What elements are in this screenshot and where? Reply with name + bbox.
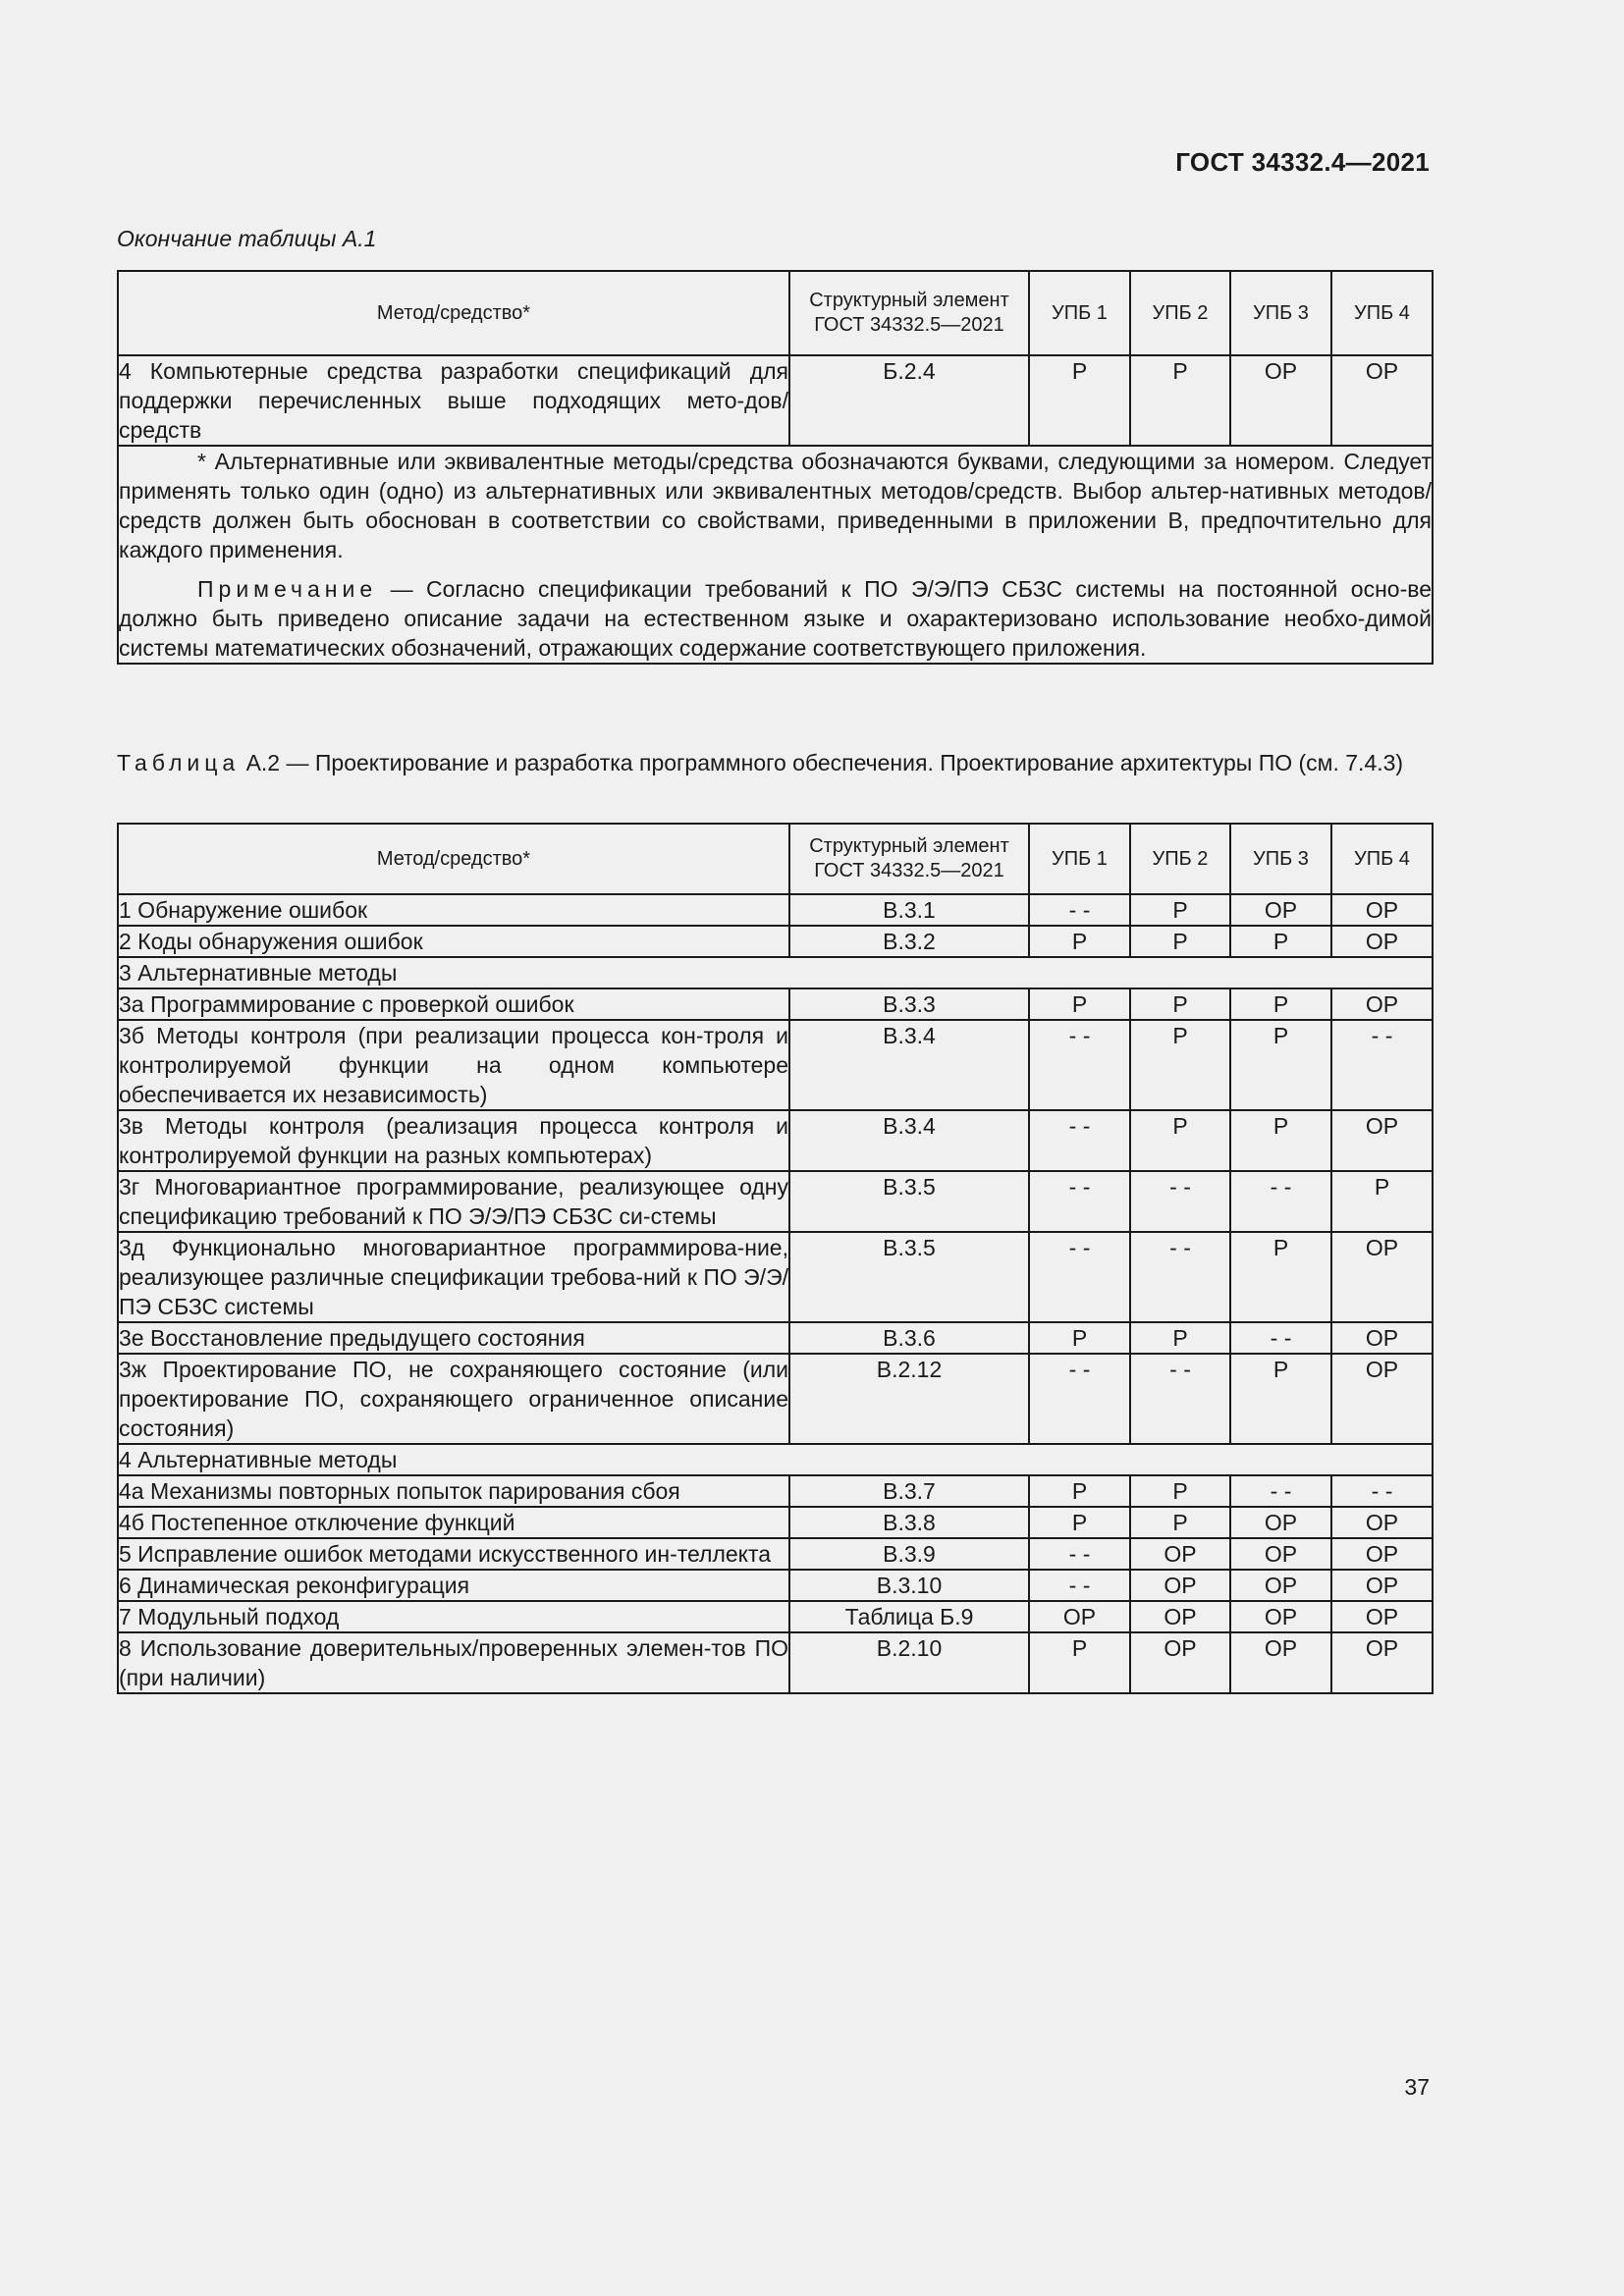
element-cell: В.3.1 [789, 894, 1029, 926]
element-cell: В.3.4 [789, 1110, 1029, 1171]
upb2-cell: Р [1130, 1020, 1230, 1110]
group-row [118, 957, 1433, 988]
upb4-cell: ОР [1331, 1538, 1433, 1570]
upb2-cell: ОР [1130, 1632, 1230, 1693]
upb4-cell: ОР [1331, 1354, 1433, 1444]
col-header-method: Метод/средство* [118, 824, 789, 894]
upb3-cell: Р [1230, 1354, 1331, 1444]
upb2-cell: ОР [1130, 1570, 1230, 1601]
upb3-cell: ОР [1230, 355, 1331, 446]
method-cell: 6 Динамическая реконфигурация [118, 1570, 789, 1601]
upb2-cell: ОР [1130, 1601, 1230, 1632]
upb1-cell: Р [1029, 926, 1130, 957]
upb2-cell: Р [1130, 1507, 1230, 1538]
upb2-cell: Р [1130, 894, 1230, 926]
upb4-cell: ОР [1331, 1110, 1433, 1171]
upb1-cell: - - [1029, 1020, 1130, 1110]
upb3-cell: Р [1230, 1232, 1331, 1322]
upb2-cell: Р [1130, 1110, 1230, 1171]
element-cell: В.3.6 [789, 1322, 1029, 1354]
upb4-cell: ОР [1331, 1570, 1433, 1601]
element-cell: В.2.10 [789, 1632, 1029, 1693]
document-code: ГОСТ 34332.4—2021 [1175, 147, 1430, 177]
table-row [118, 1232, 1433, 1322]
upb4-cell: ОР [1331, 1507, 1433, 1538]
upb3-cell: - - [1230, 1171, 1331, 1232]
element-cell: В.3.9 [789, 1538, 1029, 1570]
upb4-cell: ОР [1331, 1632, 1433, 1693]
element-cell: В.3.4 [789, 1020, 1029, 1110]
upb1-cell: - - [1029, 1354, 1130, 1444]
upb1-cell: Р [1029, 1322, 1130, 1354]
upb4-cell: Р [1331, 1171, 1433, 1232]
element-cell: В.3.5 [789, 1232, 1029, 1322]
page-number: 37 [1404, 2074, 1430, 2100]
method-cell: 4 Компьютерные средства разработки спецификаций для поддержки перечисленных выше подходящих мето-дов/средств [118, 355, 789, 446]
table2-caption-label: Таблица [117, 750, 241, 775]
upb1-cell: ОР [1029, 1601, 1130, 1632]
upb3-cell: ОР [1230, 1538, 1331, 1570]
upb1-cell: Р [1029, 1507, 1130, 1538]
method-cell: 3г Многовариантное программирование, реализующее одну спецификацию требований к ПО Э/Э/ПЭ СБЗС си-стемы [118, 1171, 789, 1232]
upb3-cell: Р [1230, 1110, 1331, 1171]
table2-caption: Таблица А.2 — Проектирование и разработка программного обеспечения. Проектирование архитектуры ПО (см. 7.4.3) [117, 750, 1404, 775]
table1-header-row [118, 271, 1433, 355]
table-row [118, 894, 1433, 926]
element-cell: В.2.12 [789, 1354, 1029, 1444]
upb1-cell: - - [1029, 894, 1130, 926]
col-header-upb1: УПБ 1 [1029, 824, 1130, 894]
method-cell: 7 Модульный подход [118, 1601, 789, 1632]
table-a2 [117, 823, 1434, 1694]
col-header-upb1: УПБ 1 [1029, 271, 1130, 355]
method-cell: 2 Коды обнаружения ошибок [118, 926, 789, 957]
upb4-cell: ОР [1331, 926, 1433, 957]
group-label: 3 Альтернативные методы [118, 957, 1433, 988]
upb3-cell: Р [1230, 1020, 1331, 1110]
upb4-cell: ОР [1331, 1322, 1433, 1354]
method-cell: 5 Исправление ошибок методами искусственного ин-теллекта [118, 1538, 789, 1570]
table-row [118, 1570, 1433, 1601]
footnote-text: * Альтернативные или эквивалентные методы/средства обозначаются буквами, следующими за номером. Следует применять только один (одно) из альтернативных или эквивалентных методов/средств. Выбор альтер-нативных методов/средств должен быть обоснован в соответствии со свойствами, приведенными в приложении В, предпочтительно для каждого применения. [119, 449, 1432, 562]
table-row [118, 1322, 1433, 1354]
upb1-cell: - - [1029, 1171, 1130, 1232]
method-cell: 4а Механизмы повторных попыток парирования сбоя [118, 1475, 789, 1507]
upb2-cell: - - [1130, 1232, 1230, 1322]
upb3-cell: ОР [1230, 894, 1331, 926]
upb4-cell: ОР [1331, 894, 1433, 926]
upb2-cell: Р [1130, 926, 1230, 957]
note-text: Примечание — Согласно спецификации требований к ПО Э/Э/ПЭ СБЗС системы на постоянной осно-ве должно быть приведено описание задачи на естественном языке и охарактеризовано использование необхо-димой системы математических обозначений, отражающих содержание соответствующего приложения. [119, 576, 1432, 661]
method-cell: 8 Использование доверительных/проверенных элемен-тов ПО (при наличии) [118, 1632, 789, 1693]
upb1-cell: - - [1029, 1538, 1130, 1570]
table-row [118, 1354, 1433, 1444]
upb4-cell: ОР [1331, 988, 1433, 1020]
table1-footnote [118, 446, 1433, 664]
table-row [118, 1171, 1433, 1232]
table-row [118, 1507, 1433, 1538]
upb3-cell: - - [1230, 1322, 1331, 1354]
table1-footnote-row [118, 446, 1433, 664]
method-cell: 3а Программирование с проверкой ошибок [118, 988, 789, 1020]
upb3-cell: ОР [1230, 1601, 1331, 1632]
upb2-cell: Р [1130, 1322, 1230, 1354]
col-header-upb4: УПБ 4 [1331, 271, 1433, 355]
element-cell: В.3.10 [789, 1570, 1029, 1601]
col-header-element: Структурный элемент ГОСТ 34332.5—2021 [789, 271, 1029, 355]
upb2-cell: Р [1130, 1475, 1230, 1507]
col-header-method: Метод/средство* [118, 271, 789, 355]
table-row [118, 988, 1433, 1020]
upb4-cell: - - [1331, 1475, 1433, 1507]
upb1-cell: Р [1029, 1632, 1130, 1693]
upb1-cell: Р [1029, 988, 1130, 1020]
element-cell: В.3.2 [789, 926, 1029, 957]
upb1-cell: - - [1029, 1110, 1130, 1171]
col-header-element: Структурный элемент ГОСТ 34332.5—2021 [789, 824, 1029, 894]
upb4-cell: ОР [1331, 1601, 1433, 1632]
table2-header-row [118, 824, 1433, 894]
table-row [118, 1020, 1433, 1110]
table-row [118, 1632, 1433, 1693]
col-header-upb2: УПБ 2 [1130, 824, 1230, 894]
group-label: 4 Альтернативные методы [118, 1444, 1433, 1475]
upb2-cell: Р [1130, 988, 1230, 1020]
upb2-cell: Р [1130, 355, 1230, 446]
upb4-cell: - - [1331, 1020, 1433, 1110]
table-row [118, 1601, 1433, 1632]
upb2-cell: ОР [1130, 1538, 1230, 1570]
upb2-cell: - - [1130, 1171, 1230, 1232]
method-cell: 3б Методы контроля (при реализации процесса кон-троля и контролируемой функции на одном компьютере обеспечивается их независимость) [118, 1020, 789, 1110]
col-header-upb2: УПБ 2 [1130, 271, 1230, 355]
upb3-cell: ОР [1230, 1632, 1331, 1693]
upb3-cell: ОР [1230, 1570, 1331, 1601]
upb3-cell: Р [1230, 988, 1331, 1020]
upb1-cell: Р [1029, 1475, 1130, 1507]
method-cell: 3в Методы контроля (реализация процесса контроля и контролируемой функции на разных компьютерах) [118, 1110, 789, 1171]
upb1-cell: - - [1029, 1232, 1130, 1322]
element-cell: Таблица Б.9 [789, 1601, 1029, 1632]
element-cell: В.3.3 [789, 988, 1029, 1020]
table-row [118, 926, 1433, 957]
table-row [118, 1538, 1433, 1570]
upb3-cell: ОР [1230, 1507, 1331, 1538]
element-cell: В.3.7 [789, 1475, 1029, 1507]
upb2-cell: - - [1130, 1354, 1230, 1444]
method-cell: 3д Функционально многовариантное программирова-ние, реализующее различные спецификации требова-ний к ПО Э/Э/ПЭ СБЗС системы [118, 1232, 789, 1322]
method-cell: 1 Обнаружение ошибок [118, 894, 789, 926]
method-cell: 3е Восстановление предыдущего состояния [118, 1322, 789, 1354]
col-header-upb3: УПБ 3 [1230, 271, 1331, 355]
element-cell: В.3.8 [789, 1507, 1029, 1538]
table-row [118, 1475, 1433, 1507]
col-header-upb3: УПБ 3 [1230, 824, 1331, 894]
table-row [118, 355, 1433, 446]
upb1-cell: Р [1029, 355, 1130, 446]
table-row [118, 1110, 1433, 1171]
element-cell: Б.2.4 [789, 355, 1029, 446]
upb4-cell: ОР [1331, 355, 1433, 446]
upb1-cell: - - [1029, 1570, 1130, 1601]
upb4-cell: ОР [1331, 1232, 1433, 1322]
upb3-cell: - - [1230, 1475, 1331, 1507]
upb3-cell: Р [1230, 926, 1331, 957]
table1-caption: Окончание таблицы А.1 [117, 226, 377, 251]
method-cell: 4б Постепенное отключение функций [118, 1507, 789, 1538]
note-label: Примечание [197, 576, 378, 602]
method-cell: 3ж Проектирование ПО, не сохраняющего состояние (или проектирование ПО, сохраняющего ограниченное описание состояния) [118, 1354, 789, 1444]
col-header-upb4: УПБ 4 [1331, 824, 1433, 894]
element-cell: В.3.5 [789, 1171, 1029, 1232]
group-row [118, 1444, 1433, 1475]
table-a1-end [117, 270, 1434, 665]
